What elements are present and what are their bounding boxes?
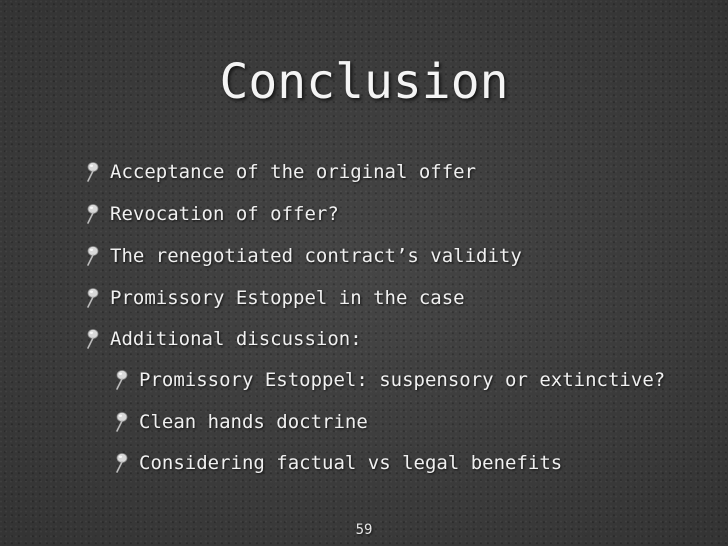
pushpin-icon [84, 161, 102, 183]
bullet-item [84, 325, 362, 353]
page-number: 59 [355, 522, 373, 538]
sub-bullet-item [113, 408, 368, 436]
bullet-text: Promissory Estoppel in the case [110, 287, 465, 309]
bullet-item [84, 200, 339, 228]
pushpin-icon [113, 411, 131, 433]
bullet-text: Acceptance of the original offer [110, 161, 477, 183]
bullet-item [84, 284, 465, 312]
bullet-text: Additional discussion: [110, 328, 362, 350]
slide-title: Conclusion [219, 54, 509, 110]
pushpin-icon [84, 203, 102, 225]
sub-bullet-text: Clean hands doctrine [139, 411, 368, 433]
bullet-text: Revocation of offer? [110, 203, 339, 225]
pushpin-icon [84, 328, 102, 350]
pushpin-icon [113, 452, 131, 474]
bullet-text: The renegotiated contract’s validity [110, 245, 522, 267]
sub-bullet-item [113, 449, 562, 477]
sub-bullet-text: Considering factual vs legal benefits [139, 452, 563, 474]
bullet-item [84, 158, 476, 186]
sub-bullet-text: Promissory Estoppel: suspensory or extinctive? [139, 369, 666, 391]
pushpin-icon [84, 245, 102, 267]
sub-bullet-item [113, 366, 665, 394]
bullet-item [84, 242, 522, 270]
pushpin-icon [113, 369, 131, 391]
pushpin-icon [84, 287, 102, 309]
